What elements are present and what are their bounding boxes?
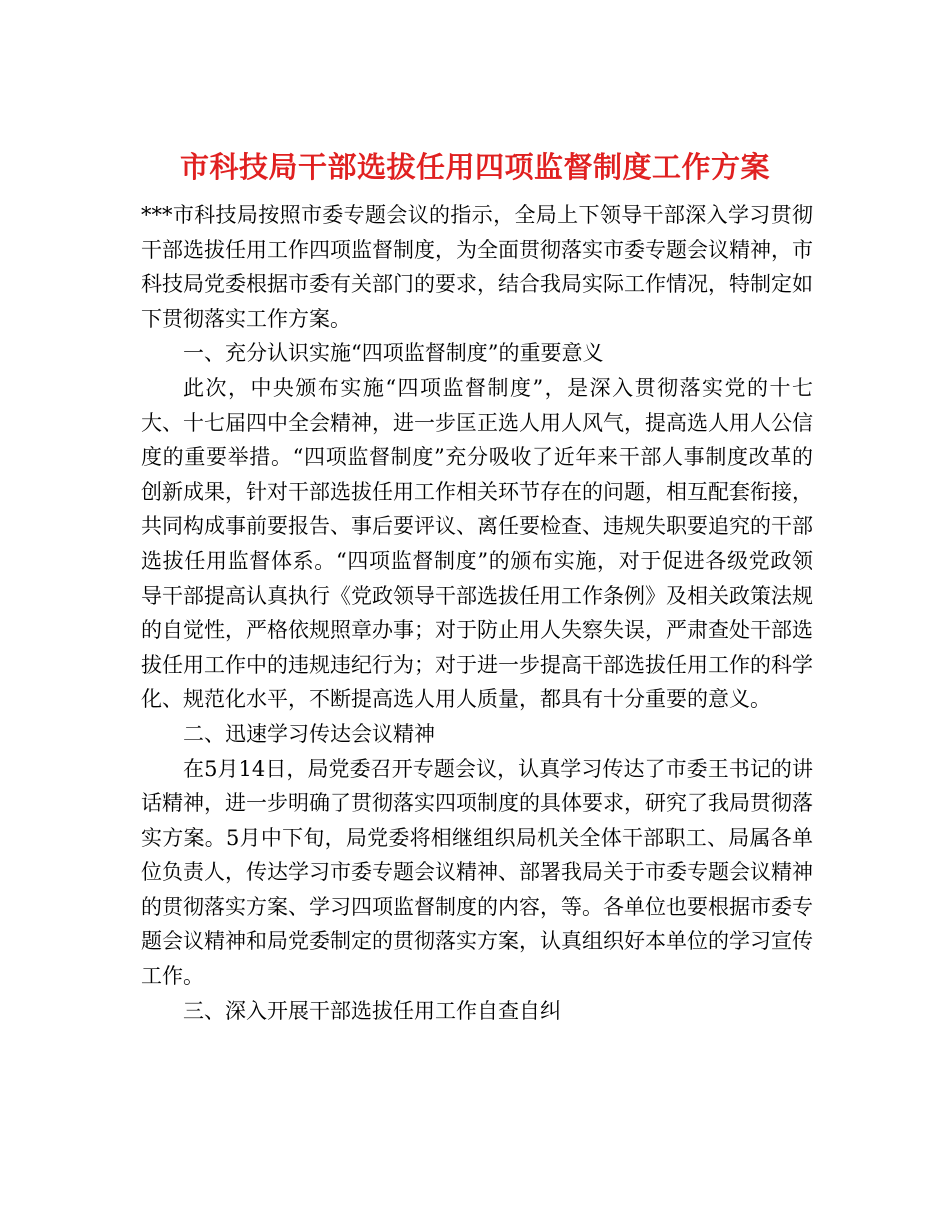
document-title: 市科技局干部选拔任用四项监督制度工作方案	[179, 150, 770, 185]
document-body	[141, 198, 813, 1028]
section-2-paragraph: 在5月14日，局党委召开专题会议，认真学习传达了市委王书记的讲话精神，进一步明确了贯彻落实四项制度的具体要求，研究了我局贯彻落实方案。5月中下旬，局党委将相继组织局机关全体干部职工、局属各单位负责人，传达学习市委专题会议精神、部署我局关于市委专题会议精神的贯彻落实方案、学习四项监督制度的内容，等。各单位也要根据市委专题会议精神和局党委制定的贯彻落实方案，认真组织好本单位的学习宣传工作。	[141, 756, 813, 989]
section-heading-3: 三、深入开展干部选拔任用工作自查自纠	[183, 998, 561, 1023]
intro-paragraph: ***市科技局按照市委专题会议的指示，全局上下领导干部深入学习贯彻干部选拔任用工作四项监督制度，为全面贯彻落实市委专题会议精神，市科技局党委根据市委有关部门的要求，结合我局实际工作情况，特制定如下贯彻落实工作方案。	[141, 203, 813, 331]
section-1-paragraph: 此次，中央颁布实施“四项监督制度”，是深入贯彻落实党的十七大、十七届四中全会精神，进一步匡正选人用人风气，提高选人用人公信度的重要举措。“四项监督制度”充分吸收了近年来干部人事制度改革的创新成果，针对干部选拔任用工作相关环节存在的问题，相互配套衔接，共同构成事前要报告、事后要评议、离任要检查、违规失职要追究的干部选拔任用监督体系。“四项监督制度”的颁布实施，对于促进各级党政领导干部提高认真执行《党政领导干部选拔任用工作条例》及相关政策法规的自觉性，严格依规照章办事；对于防止用人失察失误，严肃查处干部选拔任用工作中的违规违纪行为；对于进一步提高干部选拔任用工作的科学化、规范化水平，不断提高选人用人质量，都具有十分重要的意义。	[141, 375, 813, 712]
section-heading-1: 一、充分认识实施“四项监督制度”的重要意义	[183, 341, 604, 366]
section-heading-2: 二、迅速学习传达会议精神	[183, 721, 435, 746]
